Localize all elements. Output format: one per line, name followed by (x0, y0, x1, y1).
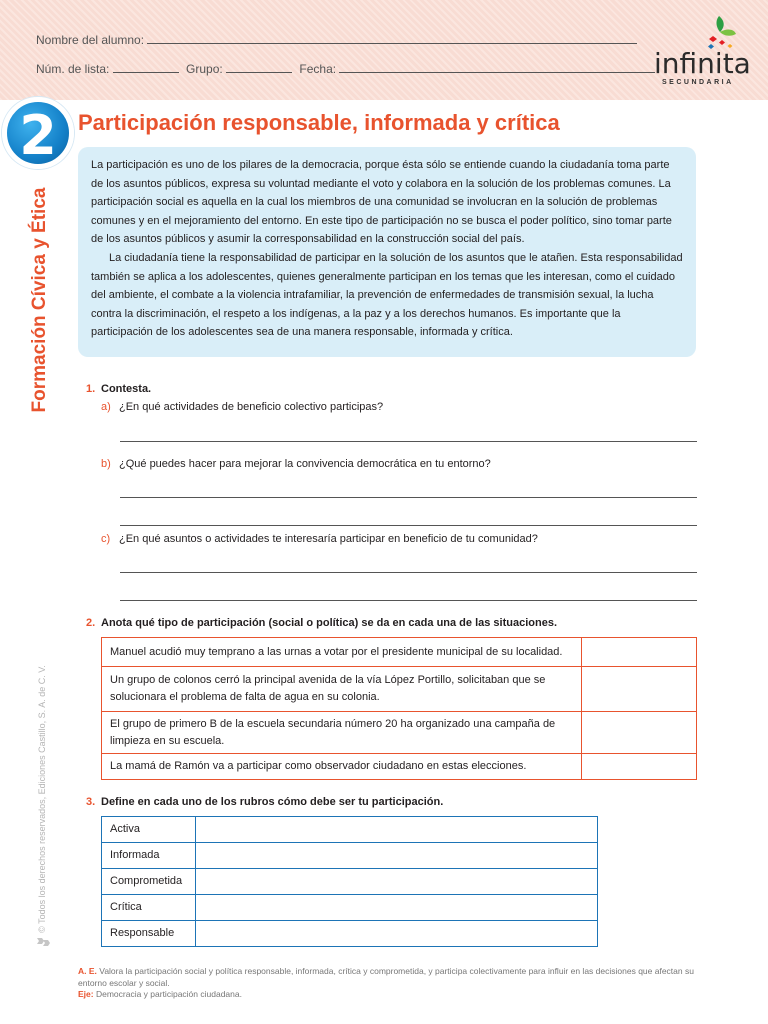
rubric-answer-cell[interactable] (196, 817, 598, 843)
question-1b-letter: b) (101, 458, 111, 470)
question-1c-text: ¿En qué asuntos o actividades te interesaría participar en beneficio de tu comunidad? (119, 533, 538, 545)
eje-text: Democracia y participación ciudadana. (95, 989, 242, 999)
learning-expectation (78, 966, 703, 989)
date-label: Fecha: (299, 62, 337, 76)
rubric-label: Informada (102, 843, 196, 869)
list-group-date-row (36, 62, 655, 76)
logo-subtitle: SECUNDARIA (662, 79, 734, 86)
rubric-answer-cell[interactable] (196, 895, 598, 921)
subject-text: Formación Cívica y Ética (29, 187, 50, 413)
publisher-mark-icon (36, 936, 50, 948)
rubric-label: Crítica (102, 895, 196, 921)
axis-note (78, 989, 703, 1001)
situation-cell: La mamá de Ramón va a participar como observador ciudadano en estas elecciones. (102, 754, 582, 780)
question-3-number: 3. (86, 796, 96, 808)
intro-box (78, 147, 696, 357)
answer-cell[interactable] (582, 638, 697, 667)
student-name-row (36, 33, 637, 47)
rubric-label: Comprometida (102, 869, 196, 895)
answer-cell[interactable] (582, 754, 697, 780)
rubric-label: Responsable (102, 921, 196, 947)
copyright-text: © Todos los derechos reservados, Ediciones Castillo, S. A. de C. V. (37, 665, 47, 933)
infinita-logo (650, 14, 750, 90)
question-1b-text: ¿Qué puedes hacer para mejorar la convivencia democrática en tu entorno? (119, 458, 491, 470)
rubric-label: Activa (102, 817, 196, 843)
group-field[interactable] (226, 63, 292, 73)
date-field[interactable] (339, 63, 655, 73)
group-label: Grupo: (186, 62, 223, 76)
situation-cell: El grupo de primero B de la escuela secundaria número 20 ha organizado una campaña de limpieza en su escuela. (102, 712, 582, 754)
answer-line-1b-1[interactable] (120, 497, 697, 498)
logo-wordmark: infinita (654, 47, 751, 80)
table-row (102, 895, 598, 921)
rubric-answer-cell[interactable] (196, 921, 598, 947)
question-3-heading: Define en cada uno de los rubros cómo debe ser tu participación. (101, 796, 444, 808)
answer-line-1c-1[interactable] (120, 572, 697, 573)
table-row (102, 754, 697, 780)
question-1-number: 1. (86, 383, 96, 395)
ae-label: A. E. (78, 966, 97, 976)
list-number-field[interactable] (113, 63, 179, 73)
answer-line-1c-2[interactable] (120, 600, 697, 601)
question-1a-letter: a) (101, 401, 111, 413)
eje-label: Eje: (78, 989, 94, 999)
participation-definition-table (101, 816, 598, 947)
list-number-label: Núm. de lista: (36, 62, 110, 76)
question-2-heading: Anota qué tipo de participación (social o política) se da en cada una de las situaciones. (101, 617, 557, 629)
student-name-label: Nombre del alumno: (36, 33, 145, 47)
table-row (102, 869, 598, 895)
table-row (102, 712, 697, 754)
table-row (102, 817, 598, 843)
lesson-number: 2 (19, 104, 57, 167)
situation-cell: Manuel acudió muy temprano a las urnas a votar por el presidente municipal de su localidad. (102, 638, 582, 667)
table-row (102, 667, 697, 712)
participation-type-table (101, 637, 697, 780)
question-1-heading: Contesta. (101, 383, 152, 395)
answer-line-1b-2[interactable] (120, 525, 697, 526)
answer-cell[interactable] (582, 712, 697, 754)
question-2-number: 2. (86, 617, 96, 629)
answer-cell[interactable] (582, 667, 697, 712)
answer-line-1a[interactable] (120, 441, 697, 442)
intro-paragraph-2: La ciudadanía tiene la responsabilidad de participar en la solución de los asuntos que le atañen. Esta responsabilidad también se aplica a los adolescentes, quienes generalmente participan en los temas que les interesan, como el cuidado del ambiente, el combate a la violencia intrafamiliar, la prevención de enfermedades de transmisión sexual, la lucha contra la discriminación, el respeto a los indígenas, a la paz y a los derechos humanos. Es importante que la participación de los adolescentes sea de una manera responsable, informada y crítica. (91, 251, 683, 339)
rubric-answer-cell[interactable] (196, 869, 598, 895)
situation-cell: Un grupo de colonos cerró la principal avenida de la vía López Portillo, solicitaban que se solucionara el problema de falta de agua en su colonia. (102, 667, 582, 712)
ae-text: Valora la participación social y política responsable, informada, crítica y comprometida, y participa colectivamente para influir en las decisiones que afectan su entorno escolar y social. (78, 966, 694, 988)
lesson-number-badge (2, 97, 74, 169)
question-1c-letter: c) (101, 533, 111, 545)
table-row (102, 638, 697, 667)
intro-paragraph-1: La participación es uno de los pilares de la democracia, porque ésta sólo se entiende cuando la ciudadanía toma parte de los asuntos públicos, expresa su voluntad mediante el voto y colabora en la solución de los problemas comunes. La participación social es aquella en la cual los miembros de una comunidad se involucran en la solución de problemas comunes y en el mejoramiento del entorno. En este tipo de participación no se busca el poder político, sino tomar parte de los asuntos públicos y asumir la corresponsabilidad en la construcción social del país. (91, 159, 672, 246)
table-row (102, 843, 598, 869)
rubric-answer-cell[interactable] (196, 843, 598, 869)
page-title: Participación responsable, informada y crítica (78, 110, 560, 135)
question-1a-text: ¿En qué actividades de beneficio colectivo participas? (119, 401, 384, 413)
table-row (102, 921, 598, 947)
student-name-field[interactable] (147, 34, 637, 44)
footer-notes (78, 966, 703, 1001)
